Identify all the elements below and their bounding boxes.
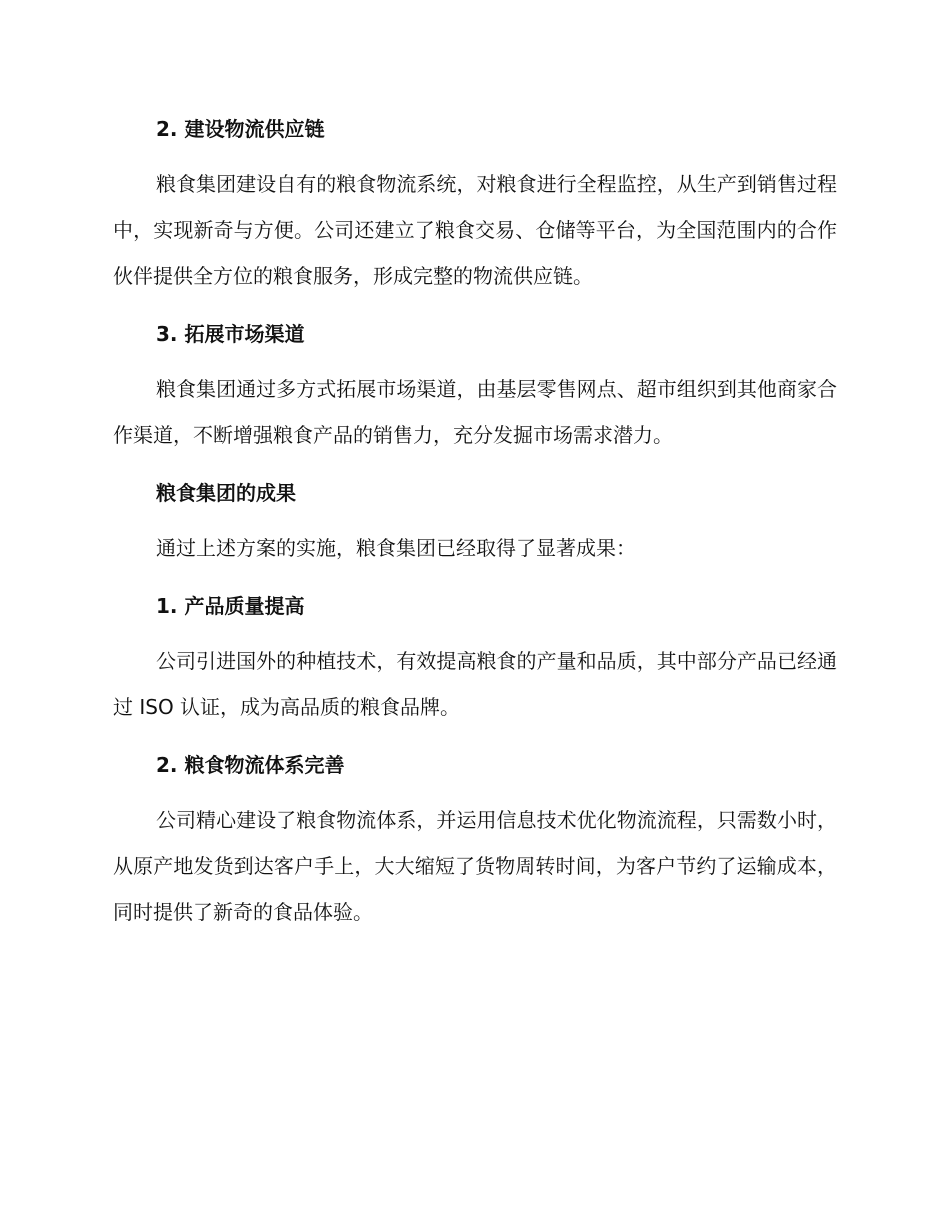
section-heading-logistics-system: 2. 粮食物流体系完善: [156, 753, 345, 777]
spacer: [113, 571, 837, 583]
section-heading-achievements: 粮食集团的成果: [156, 481, 296, 505]
spacer: [113, 458, 837, 470]
paragraph-market-channels: 粮食集团通过多方式拓展市场渠道，由基层零售网点、超市组织到其他商家合作渠道，不断增强粮食产品的销售力，充分发掘市场需求潜力。: [113, 377, 837, 447]
spacer: [113, 629, 837, 638]
spacer: [113, 516, 837, 525]
spacer: [113, 357, 837, 366]
paragraph-quality: 公司引进国外的种植技术，有效提高粮食的产量和品质，其中部分产品已经通过 ISO 认证，成为高品质的粮食品牌。: [113, 649, 837, 719]
document-body: [113, 106, 837, 935]
spacer: [113, 788, 837, 797]
section-heading-quality: 1. 产品质量提高: [156, 594, 305, 618]
paragraph-achievements-intro: 通过上述方案的实施，粮食集团已经取得了显著成果：: [156, 536, 636, 560]
paragraph-logistics: 粮食集团建设自有的粮食物流系统，对粮食进行全程监控，从生产到销售过程中，实现新奇与方便。公司还建立了粮食交易、仓储等平台，为全国范围内的合作伙伴提供全方位的粮食服务，形成完整的物流供应链。: [113, 172, 837, 288]
section-heading-market-channels: 3. 拓展市场渠道: [156, 322, 305, 346]
spacer: [113, 730, 837, 742]
spacer: [113, 152, 837, 161]
spacer: [113, 299, 837, 311]
section-heading-logistics: 2. 建设物流供应链: [156, 117, 325, 141]
paragraph-logistics-system: 公司精心建设了粮食物流体系，并运用信息技术优化物流流程，只需数小时，从原产地发货到达客户手上，大大缩短了货物周转时间，为客户节约了运输成本，同时提供了新奇的食品体验。: [113, 808, 837, 924]
